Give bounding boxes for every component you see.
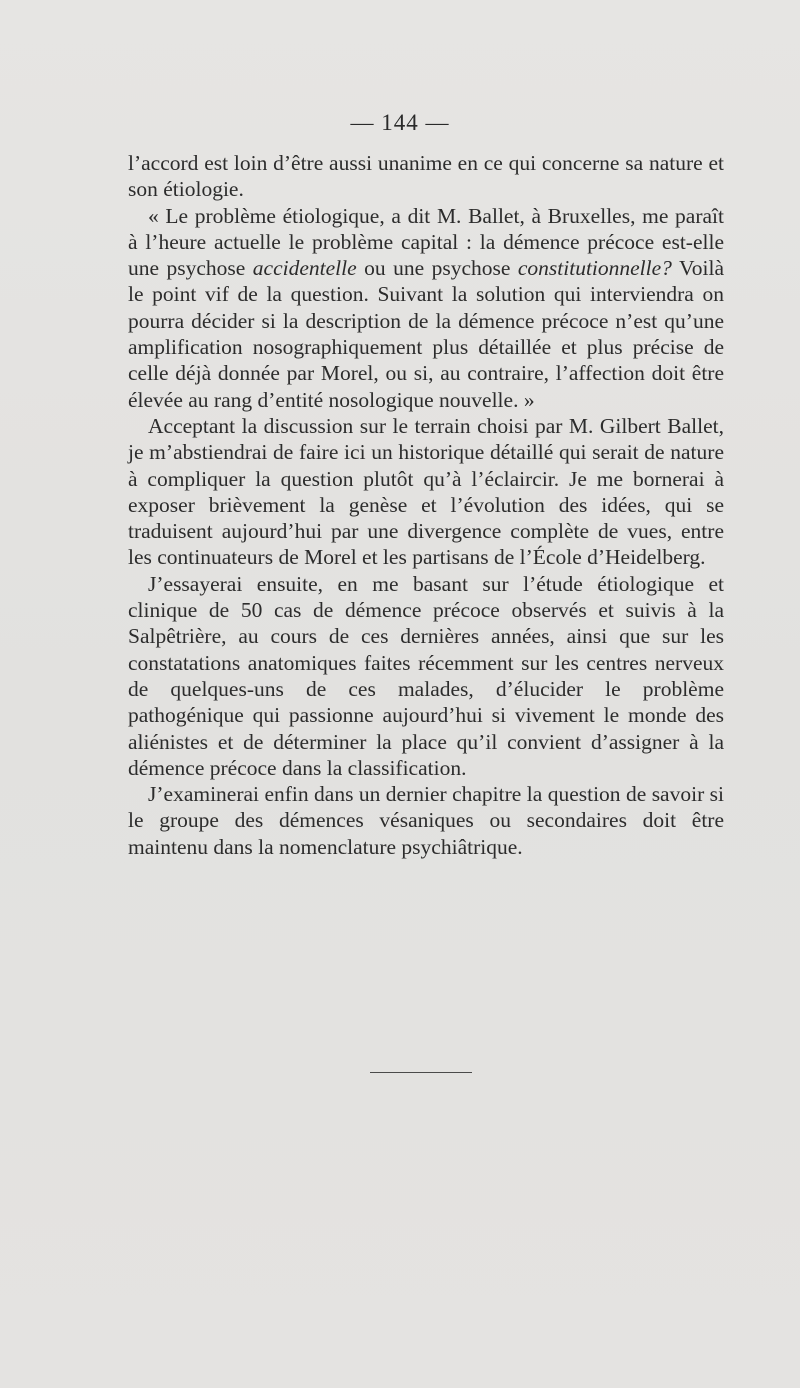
page-number: — 144 — [350, 110, 450, 135]
text-run: J’examinerai enfin dans un dernier chapitre la question de savoir si le groupe des démences vésaniques ou secondaires doit être maintenu dans la nomenclature psychiâtrique. [128, 782, 724, 859]
text-run: Acceptant la discussion sur le terrain choisi par M. Gilbert Ballet, je m’abstiendrai de faire ici un historique détaillé qui serait de nature à compliquer la question plutôt qu’à l’éclaircir. Je me bornerai à exposer brièvement la genèse et l’évolution des idées, qui se traduisent aujourd’hui par une divergence complète de vues, entre les continuateurs de Morel et les partisans de l’École d’Heidelberg. [128, 413, 724, 570]
text-run: J’essayerai ensuite, en me basant sur l’étude étiologique et clinique de 50 cas de démence précoce observés et suivis à la Salpêtrière, au cours de ces dernières années, ainsi que sur les constatations anatomiques faites récemment sur les centres nerveux de quelques-uns de ces malades, d’élucider le problème pathogénique qui passionne aujourd’hui si vivement le monde des aliénistes et de déterminer la place qu’il convient d’assigner à la démence précoce dans la classification. [128, 571, 724, 780]
paragraph [128, 781, 724, 860]
paragraph [128, 571, 724, 781]
italic-text: accidentelle [252, 256, 357, 281]
text-run: l’accord est loin d’être aussi unanime en ce qui concerne sa nature et son étiologie. [128, 151, 724, 202]
paragraph [128, 203, 724, 413]
italic-text: constitutionnelle? [517, 256, 672, 281]
text-run: ou une psychose [356, 256, 518, 281]
paragraph [128, 413, 724, 571]
text-run: « Le problème étiologique, a dit M. Ballet, à Bruxelles, me paraît à l’heure actuelle le problème capital : la démence précoce est-elle une psychose [128, 203, 724, 281]
text-run: Voilà le point vif de la question. Suivant la solution qui interviendra on pourra décider si la description de la démence précoce n’est qu’une amplification nosographiquement plus détaillée et plus précise de celle déjà donnée par Morel, ou si, au contraire, l’affection doit être élevée au rang d’entité nosologique nouvelle. » [128, 256, 724, 412]
body-text [128, 150, 724, 860]
paragraph [128, 150, 724, 203]
section-end-rule [370, 1072, 472, 1073]
